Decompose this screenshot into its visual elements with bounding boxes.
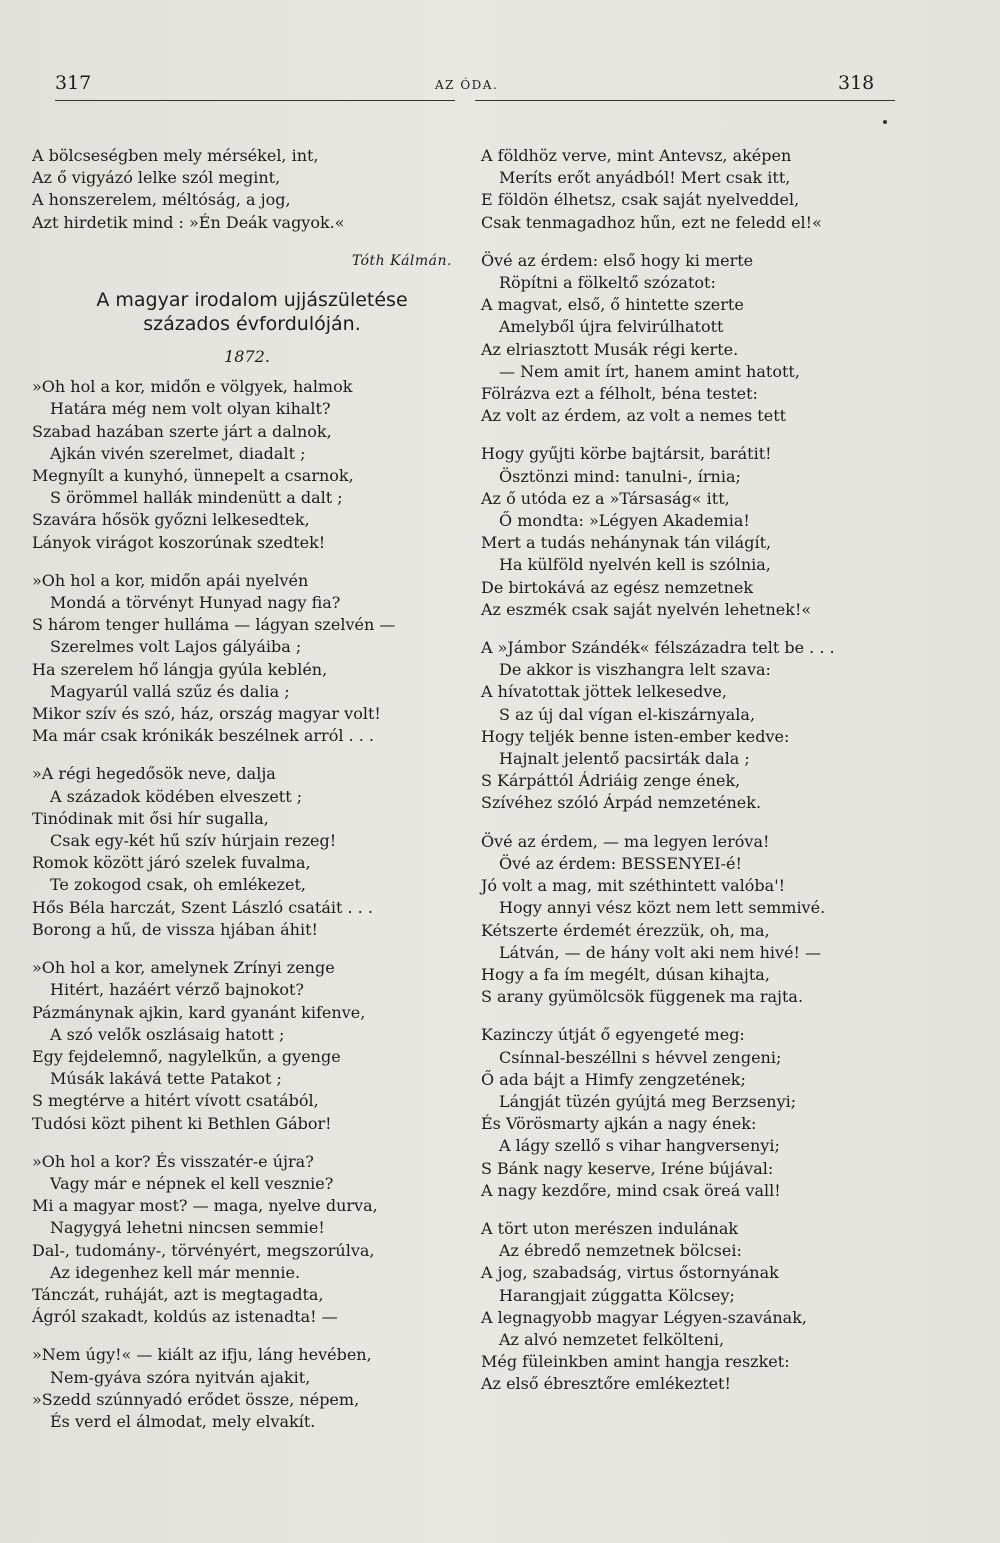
poem-year: 1872.	[224, 347, 270, 367]
verse-line: Az első ébresztőre emlékeztet!	[481, 1374, 731, 1394]
stanza	[481, 250, 901, 428]
verse-line: Romok között járó szelek fuvalma,	[32, 853, 311, 873]
verse-line: S Bánk nagy keserve, Iréne bújával:	[481, 1158, 774, 1178]
verse-line: Músák lakává tette Patakot ;	[50, 1069, 282, 1089]
stanza	[32, 376, 462, 554]
stanza	[481, 1024, 901, 1202]
verse-line: Látván, — de hány volt aki nem hivé! —	[499, 942, 822, 962]
verse-line: — Nem amit írt, hanem amint hatott,	[499, 361, 800, 381]
verse-line: A magvat, első, ő hintette szerte	[481, 295, 744, 315]
verse-line: Tánczát, ruháját, azt is megtagadta,	[32, 1284, 324, 1304]
stanza	[32, 1151, 462, 1329]
poem-title	[32, 288, 462, 336]
verse-line: Meríts erőt anyádból! Mert csak itt,	[499, 168, 791, 188]
left-column	[32, 145, 462, 1449]
verse-line: S három tenger hulláma — lágyan szelvén —	[32, 615, 396, 635]
verse-line: Az volt az érdem, az volt a nemes tett	[481, 406, 787, 426]
verse-line: Hogy annyi vész közt nem lett semmivé.	[499, 898, 826, 918]
verse-line: A hívatottak jöttek lelkesedve,	[481, 682, 727, 702]
verse-line: Szívéhez szóló Árpád nemzetének.	[481, 793, 762, 813]
verse-line: Lányok virágot koszorúnak szedtek!	[32, 532, 326, 552]
verse-line: Csak tenmagadhoz hűn, ezt ne feledd el!«	[481, 212, 822, 232]
verse-line: A századok ködében elveszett ;	[50, 786, 303, 806]
verse-line: A »Jámbor Szándék« félszázadra telt be . . .	[481, 638, 835, 658]
verse-line: Kazinczy útját ő egyengeté meg:	[481, 1025, 745, 1045]
verse-line: Mondá a törvényt Hunyad nagy fia?	[50, 593, 341, 613]
verse-line: Hajnalt jelentő pacsirták dala ;	[499, 749, 750, 769]
verse-line: Hogy gyűjti körbe bajtársit, barátit!	[481, 444, 772, 464]
stanza	[32, 570, 462, 748]
verse-line: Amelyből újra felvirúlhatott	[499, 317, 724, 337]
verse-line: Szavára hősök győzni lelkesedtek,	[32, 510, 310, 530]
verse-line: Ajkán vivén szerelmet, diadalt ;	[50, 443, 306, 463]
verse-line: Az elriasztott Musák régi kerte.	[481, 339, 739, 359]
verse-line: Lángját tüzén gyújtá meg Berzsenyi;	[499, 1091, 797, 1111]
right-column	[481, 145, 901, 1412]
stanza	[32, 145, 462, 234]
verse-line: Vagy már e népnek el kell vesznie?	[50, 1173, 334, 1193]
verse-line: Az eszmék csak saját nyelvén lehetnek!«	[481, 599, 812, 619]
verse-line: A tört uton merészen indulának	[481, 1218, 739, 1238]
verse-line: Harangjait zúggatta Kölcsey;	[499, 1285, 735, 1305]
verse-line: Hogy teljék benne isten-ember kedve:	[481, 726, 790, 746]
verse-line: Övé az érdem: BESSENYEI-é!	[499, 853, 742, 873]
verse-line: »Oh hol a kor? És visszatér-e újra?	[32, 1151, 314, 1171]
verse-line: A bölcseségben mely mérsékel, int,	[32, 146, 319, 165]
verse-line: Magyarúl vallá szűz és dalia ;	[50, 681, 290, 701]
verse-line: A nagy kezdőre, mind csak öreá vall!	[481, 1180, 781, 1200]
verse-line: A legnagyobb magyar Légyen-szavának,	[481, 1307, 807, 1327]
verse-line: Tinódinak mit ősi hír sugalla,	[32, 808, 269, 828]
verse-line: Szerelmes volt Lajos gályáiba ;	[50, 637, 302, 657]
stanza	[32, 1344, 462, 1433]
verse-line: Azt hirdetik mind : »Én Deák vagyok.«	[32, 212, 345, 232]
verse-line: Az ő utóda ez a »Társaság« itt,	[481, 488, 730, 508]
verse-line: Ha szerelem hő lángja gyúla keblén,	[32, 659, 328, 679]
verse-line: Hitért, hazáért vérző bajnokot?	[50, 980, 304, 1000]
verse-line: Övé az érdem: első hogy ki merte	[481, 250, 754, 270]
verse-line: És verd el álmodat, mely elvakít.	[50, 1411, 316, 1431]
verse-line: Ő ada bájt a Himfy zengzetének;	[481, 1069, 746, 1089]
verse-line: Mikor szív és szó, ház, ország magyar volt!	[32, 704, 381, 724]
page-number-right: 318	[838, 72, 875, 94]
verse-line: Szabad hazában szerte járt a dalnok,	[32, 421, 332, 441]
stanza	[481, 1218, 901, 1396]
verse-line: És Vörösmarty ajkán a nagy ének:	[481, 1114, 757, 1134]
verse-line: S megtérve a hitért vívott csatából,	[32, 1091, 319, 1111]
verse-line: Ha külföld nyelvén kell is szólnia,	[499, 555, 771, 575]
verse-line: Te zokogod csak, oh emlékezet,	[50, 875, 306, 895]
verse-line: A földhöz verve, mint Antevsz, aképen	[481, 146, 792, 165]
running-title: AZ ÓDA.	[435, 78, 499, 92]
verse-line: Pázmánynak ajkin, kard gyanánt kifenve,	[32, 1002, 366, 1022]
verse-line: Ma már csak krónikák beszélnek arról . . .	[32, 726, 374, 746]
verse-line: »Szedd szúnnyadó erődet össze, népem,	[32, 1389, 360, 1409]
verse-line: Fölrázva ezt a félholt, béna testet:	[481, 384, 758, 404]
verse-line: Röpítni a fölkeltő szózatot:	[499, 273, 716, 293]
verse-line: Övé az érdem, — ma legyen leróva!	[481, 831, 770, 851]
verse-line: Az ő vigyázó lelke szól megint,	[32, 168, 281, 188]
verse-line: De birtokává az egész nemzetnek	[481, 577, 754, 597]
author-signature: Tóth Kálmán.	[351, 252, 452, 269]
verse-line: Tudósi közt pihent ki Bethlen Gábor!	[32, 1113, 332, 1133]
verse-line: Ösztönzi mind: tanulni-, írnia;	[499, 466, 741, 486]
verse-line: Egy fejdelemnő, nagylelkűn, a gyenge	[32, 1046, 341, 1066]
stanza	[32, 957, 462, 1135]
ink-dot	[883, 120, 887, 124]
verse-line: Nem-gyáva szóra nyitván ajakit,	[50, 1367, 311, 1387]
verse-line: Ágról szakadt, koldús az istenadta! —	[32, 1307, 338, 1327]
verse-line: Megnyílt a kunyhó, ünnepelt a csarnok,	[32, 466, 354, 486]
verse-line: »Oh hol a kor, amelynek Zrínyi zenge	[32, 958, 335, 978]
verse-line: Csínnal-beszéllni s hévvel zengeni;	[499, 1047, 782, 1067]
poem-title-line: A magyar irodalom ujjászületése	[96, 289, 408, 312]
verse-line: A szó velők oszlásaig hatott ;	[50, 1024, 285, 1044]
poem-title-line: százados évfordulóján.	[143, 313, 361, 336]
verse-line: S Kárpáttól Ádriáig zenge ének,	[481, 771, 741, 791]
verse-line: Borong a hű, de vissza hjában áhit!	[32, 919, 318, 939]
verse-line: Hős Béla harczát, Szent László csatáit . . .	[32, 897, 373, 917]
stanza	[481, 637, 901, 815]
verse-line: S arany gyümölcsök függenek ma rajta.	[481, 987, 804, 1007]
verse-line: Mert a tudás nehánynak tán világít,	[481, 533, 772, 553]
verse-line: E földön élhetsz, csak saját nyelveddel,	[481, 190, 800, 210]
verse-line: A lágy szellő s vihar hangversenyi;	[499, 1136, 780, 1156]
verse-line: Csak egy-két hű szív húrjain rezeg!	[50, 831, 337, 851]
verse-line: S örömmel hallák mindenütt a dalt ;	[50, 488, 343, 508]
stanza	[32, 763, 462, 941]
verse-line: S az új dal vígan el-kiszárnyala,	[499, 704, 756, 724]
verse-line: Határa még nem volt olyan kihalt?	[50, 399, 331, 419]
verse-line: »Nem úgy!« — kiált az ifju, láng hevében,	[32, 1345, 372, 1365]
verse-line: Mi a magyar most? — maga, nyelve durva,	[32, 1196, 378, 1216]
verse-line: Dal-, tudomány-, törvényért, megszorúlva,	[32, 1240, 375, 1260]
header-rule-right	[475, 100, 895, 101]
page-number-left: 317	[55, 72, 92, 94]
verse-line: »Oh hol a kor, midőn e völgyek, halmok	[32, 377, 353, 397]
verse-line: Jó volt a mag, mit széthintett valóba'!	[481, 876, 786, 896]
verse-line: A honszerelem, méltóság, a jog,	[32, 190, 291, 210]
verse-line: Még füleinkben amint hangja reszket:	[481, 1352, 790, 1372]
verse-line: Hogy a fa ím megélt, dúsan kihajta,	[481, 964, 770, 984]
verse-line: »Oh hol a kor, midőn apái nyelvén	[32, 570, 309, 590]
verse-line: De akkor is viszhangra lelt szava:	[499, 660, 771, 680]
verse-line: Ő mondta: »Légyen Akademia!	[499, 511, 750, 531]
stanza	[481, 443, 901, 621]
verse-line: Az alvó nemzetet felkölteni,	[499, 1329, 725, 1349]
verse-line: Kétszerte érdemét érezzük, oh, ma,	[481, 920, 770, 940]
stanza	[481, 831, 901, 1009]
stanza	[481, 145, 901, 234]
verse-line: Nagygyá lehetni nincsen semmie!	[50, 1218, 325, 1238]
verse-line: Az ébredő nemzetnek bölcsei:	[499, 1241, 742, 1261]
verse-line: Az idegenhez kell már mennie.	[50, 1262, 301, 1282]
header-rule-left	[55, 100, 455, 101]
verse-line: A jog, szabadság, virtus őstornyának	[481, 1263, 779, 1283]
verse-line: »A régi hegedősök neve, dalja	[32, 764, 276, 784]
